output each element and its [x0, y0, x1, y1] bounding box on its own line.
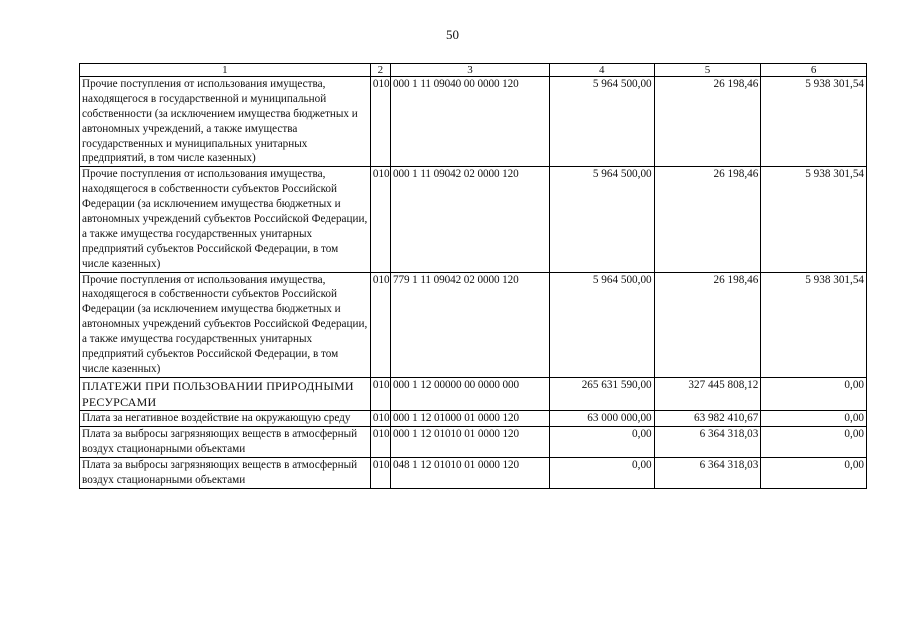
row-name: Прочие поступления от использования имущества, находящегося в собственности субъектов Российской Федерации (за исключением имущества бюджетных и автономных учреждений субъектов Российской Федерации, а также имущества государственных унитарных предприятий субъектов Российской Федерации, в том числе казенных)	[80, 167, 371, 272]
row-value-6: 5 938 301,54	[761, 272, 867, 377]
row-value-4: 5 964 500,00	[549, 272, 654, 377]
row-value-5: 6 364 318,03	[654, 457, 761, 488]
row-admin-code: 010	[370, 457, 390, 488]
table-row	[80, 77, 867, 167]
row-budget-code: 000 1 12 01000 01 0000 120	[390, 411, 549, 427]
row-admin-code: 010	[370, 411, 390, 427]
row-value-6: 5 938 301,54	[761, 167, 867, 272]
column-number: 3	[390, 64, 549, 77]
row-budget-code: 048 1 12 01010 01 0000 120	[390, 457, 549, 488]
row-value-4: 265 631 590,00	[549, 377, 654, 410]
table-row	[80, 272, 867, 377]
row-value-6: 0,00	[761, 377, 867, 410]
page-number: 50	[446, 27, 459, 42]
row-name: Плата за негативное воздействие на окружающую среду	[80, 411, 371, 427]
row-value-5: 63 982 410,67	[654, 411, 761, 427]
column-number: 4	[549, 64, 654, 77]
row-budget-code: 000 1 12 00000 00 0000 000	[390, 377, 549, 410]
row-value-4: 5 964 500,00	[549, 167, 654, 272]
table-row	[80, 377, 867, 410]
row-admin-code: 010	[370, 272, 390, 377]
row-value-6: 0,00	[761, 457, 867, 488]
column-number: 6	[761, 64, 867, 77]
column-number: 2	[370, 64, 390, 77]
row-value-4: 0,00	[549, 427, 654, 458]
row-value-6: 5 938 301,54	[761, 77, 867, 167]
row-value-5: 26 198,46	[654, 167, 761, 272]
row-value-6: 0,00	[761, 427, 867, 458]
column-number-row	[80, 64, 867, 77]
column-number: 1	[80, 64, 371, 77]
table-row	[80, 167, 867, 272]
row-name: Плата за выбросы загрязняющих веществ в атмосферный воздух стационарными объектами	[80, 457, 371, 488]
row-value-5: 6 364 318,03	[654, 427, 761, 458]
row-name: Плата за выбросы загрязняющих веществ в атмосферный воздух стационарными объектами	[80, 427, 371, 458]
row-budget-code: 000 1 12 01010 01 0000 120	[390, 427, 549, 458]
table-row	[80, 427, 867, 458]
table-row	[80, 457, 867, 488]
row-admin-code: 010	[370, 427, 390, 458]
row-admin-code: 010	[370, 167, 390, 272]
row-name: ПЛАТЕЖИ ПРИ ПОЛЬЗОВАНИИ ПРИРОДНЫМИ РЕСУРСАМИ	[80, 377, 371, 410]
row-name: Прочие поступления от использования имущества, находящегося в собственности субъектов Российской Федерации (за исключением имущества бюджетных и автономных учреждений субъектов Российской Федерации, а также имущества государственных унитарных предприятий субъектов Российской Федерации, в том числе казенных)	[80, 272, 371, 377]
row-value-6: 0,00	[761, 411, 867, 427]
row-admin-code: 010	[370, 377, 390, 410]
row-value-4: 63 000 000,00	[549, 411, 654, 427]
row-value-4: 0,00	[549, 457, 654, 488]
row-budget-code: 000 1 11 09040 00 0000 120	[390, 77, 549, 167]
row-value-4: 5 964 500,00	[549, 77, 654, 167]
income-table	[79, 63, 867, 489]
row-value-5: 26 198,46	[654, 272, 761, 377]
row-name: Прочие поступления от использования имущества, находящегося в государственной и муниципальной собственности (за исключением имущества бюджетных и автономных учреждений, а также имущества государственных и муниципальных унитарных предприятий, в том числе казенных)	[80, 77, 371, 167]
column-number: 5	[654, 64, 761, 77]
row-budget-code: 000 1 11 09042 02 0000 120	[390, 167, 549, 272]
table-row	[80, 411, 867, 427]
row-value-5: 327 445 808,12	[654, 377, 761, 410]
row-admin-code: 010	[370, 77, 390, 167]
row-budget-code: 779 1 11 09042 02 0000 120	[390, 272, 549, 377]
row-value-5: 26 198,46	[654, 77, 761, 167]
